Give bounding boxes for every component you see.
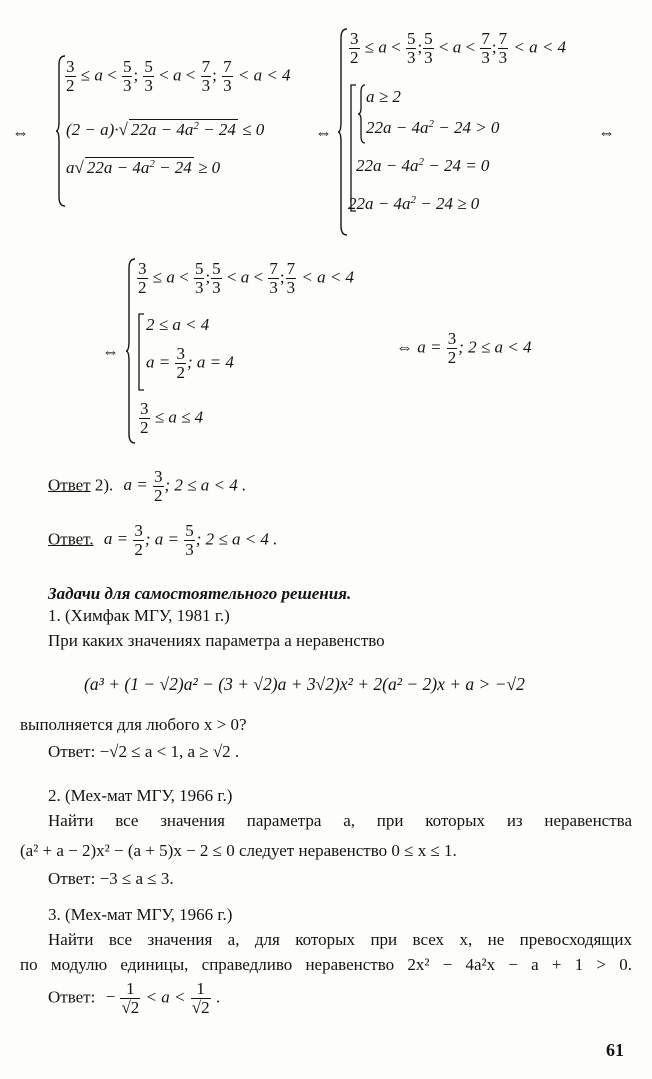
task1-header: 1. (Химфак МГУ, 1981 г.) xyxy=(48,606,230,625)
task2-answer: Ответ: −3 ≤ a ≤ 3. xyxy=(48,869,174,888)
block2-row5: $22a - 4a^2 - 24 \ge 0$ xyxy=(348,194,480,213)
task3-text-2: по модулю единицы, справедливо неравенство 2x² − 4a²x − a + 1 > 0. xyxy=(20,955,632,974)
task1-text: При каких значениях параметра a неравенство xyxy=(48,631,385,650)
fraction: $\frac{7}{3}$ xyxy=(223,57,232,95)
block3-row4: $\frac{3}{2}$ ≤ a ≤ 4 xyxy=(140,399,204,437)
collection-bracket xyxy=(137,313,145,391)
fraction: $\frac{7}{3}$ xyxy=(201,57,211,95)
iff-symbol: ⇔ xyxy=(598,123,615,142)
task3-answer: Ответ: − $\frac{1}{√2}$ < a < $\frac{1}{√2}$ . xyxy=(48,979,221,1017)
page-number: 61 xyxy=(606,1040,624,1060)
iff-symbol: ⇔ xyxy=(102,342,119,361)
block3-row1: $\frac{3}{2}$ ≤ a < $\frac{5}{3}$ ; $\frac{5}{3}$ < a < $\frac{7}{3}$ ; $\frac{7}{3}$ < a < 4 xyxy=(138,259,355,297)
task3-text: Найти все значения a, для которых при всех x, не превосходящих xyxy=(48,930,632,949)
task1-text-2: выполняется для любого x > 0? xyxy=(20,715,247,734)
system-brace xyxy=(126,258,136,444)
block3-row2: 2 ≤ a < 4 xyxy=(146,315,210,334)
system-brace xyxy=(358,84,366,144)
task2-header: 2. (Мех-мат МГУ, 1966 г.) xyxy=(48,786,233,805)
block2-row4: $22a - 4a^2 - 24 = 0$ xyxy=(356,156,490,175)
block2-row3: $22a - 4a^2 - 24 > 0$ xyxy=(366,118,500,137)
fraction: $\frac{3}{2}$ xyxy=(66,57,75,95)
collection-bracket xyxy=(349,84,357,212)
task2-text-2: (a² + a − 2)x² − (a + 5)x − 2 ≤ 0 следует неравенство 0 ≤ x ≤ 1. xyxy=(20,841,457,860)
block1-row3: a√ $22a - 4a^2 - 24 \ge 0$ xyxy=(66,158,221,177)
block1-row1: $\frac{3}{2}$ ≤ a < $\frac{5}{3}$ ; $\frac{5}{3}$ < a < $\frac{7}{3}$ ; $\frac{7}{3}$ < a < 4 xyxy=(66,57,291,95)
fraction: $\frac{5}{3}$ xyxy=(144,57,153,95)
block3-result: ⇔ a = $\frac{3}{2}$ ; 2 ≤ a < 4 xyxy=(396,329,532,367)
block1-row2: (2 − a)·√ $22a - 4a^2 - 24 \le 0$ xyxy=(66,120,265,139)
iff-symbol: ⇔ xyxy=(315,123,332,142)
task1-answer: Ответ: −√2 ≤ a < 1, a ≥ √2 . xyxy=(48,742,240,761)
fraction: $\frac{5}{3}$ xyxy=(122,57,132,95)
iff-symbol: ⇔ xyxy=(12,123,29,142)
system-brace xyxy=(338,28,348,236)
answer-2: Ответ. a = $\frac{3}{2}$ ; a = $\frac{5}{3}$ ; 2 ≤ a < 4 . xyxy=(48,521,278,559)
block2-row1: $\frac{3}{2}$ ≤ a < $\frac{5}{3}$ ; $\frac{5}{3}$ < a < $\frac{7}{3}$ ; $\frac{7}{3}$ < a < 4 xyxy=(350,29,567,67)
task2-text: Найти все значения параметра a, при которых из неравенства xyxy=(48,811,632,830)
section-title: Задачи для самостоятельного решения. xyxy=(48,584,352,603)
task3-header: 3. (Мех-мат МГУ, 1966 г.) xyxy=(48,905,233,924)
task1-formula: (a³ + (1 − √2)a² − (3 + √2)a + 3√2)x² + 2(a² − 2)x + a > −√2 xyxy=(84,674,525,694)
answer-1: Ответ 2). a = $\frac{3}{2}$ ; 2 ≤ a < 4 . xyxy=(48,467,247,505)
block3-row3: a = $\frac{3}{2}$ ; a = 4 xyxy=(146,344,234,382)
block2-row2: a ≥ 2 xyxy=(366,87,401,106)
